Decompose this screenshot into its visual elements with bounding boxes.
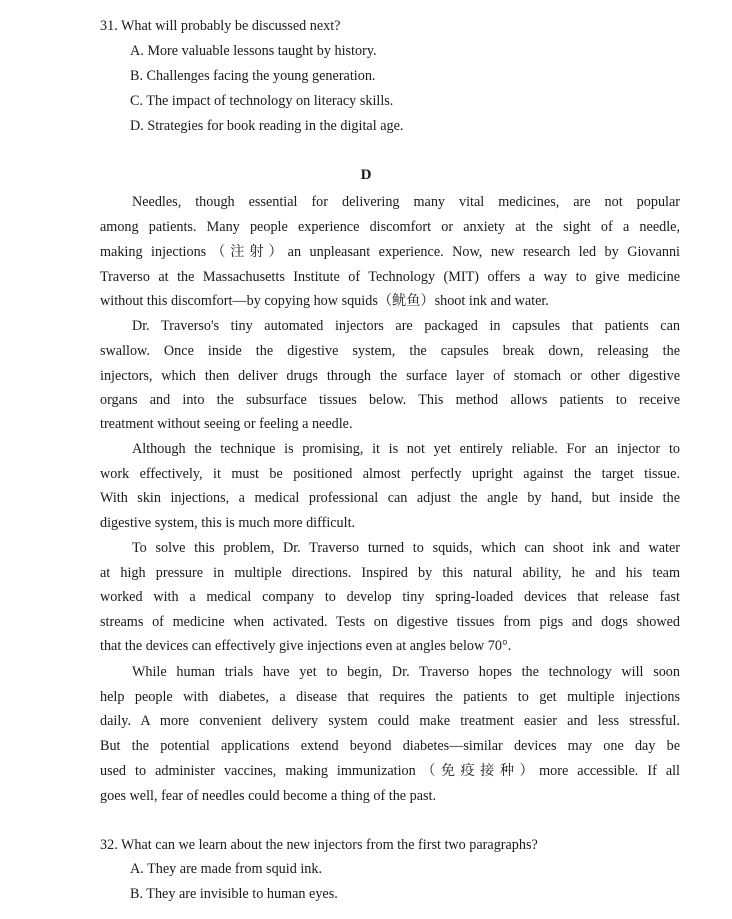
paragraph-3-line: work effectively, it must be positioned almost perfectly upright against the target tissue. (100, 466, 680, 482)
paragraph-2-line: swallow. Once inside the digestive system, the capsules break down, releasing the (100, 343, 680, 359)
paragraph-1-line: Traverso at the Massachusetts Institute of Technology (MIT) offers a way to give medicine (100, 269, 680, 285)
question-31-stem: 31. What will probably be discussed next? (100, 18, 341, 34)
paragraph-5-line: help people with diabetes, a disease that requires the patients to get multiple injections (100, 689, 680, 705)
question-31-option-b: B. Challenges facing the young generation. (130, 68, 376, 84)
paragraph-1-line: Needles, though essential for delivering many vital medicines, are not popular (132, 194, 680, 210)
question-32-option-b: B. They are invisible to human eyes. (130, 886, 338, 902)
question-31-option-d: D. Strategies for book reading in the digital age. (130, 118, 404, 134)
paragraph-4-line: streams of medicine when activated. Tests on digestive tissues from pigs and dogs showed (100, 614, 680, 630)
paragraph-5-line: But the potential applications extend beyond diabetes—similar devices may one day be (100, 738, 680, 754)
paragraph-5-line: While human trials have yet to begin, Dr. Traverso hopes the technology will soon (132, 664, 680, 680)
paragraph-3-line: With skin injections, a medical professional can adjust the angle by hand, but inside the (100, 490, 680, 506)
paragraph-1-line: without this discomfort—by copying how squids（鱿鱼）shoot ink and water. (100, 293, 549, 309)
paragraph-4-line: To solve this problem, Dr. Traverso turned to squids, which can shoot ink and water (132, 540, 680, 556)
paragraph-4-line: worked with a medical company to develop tiny spring-loaded devices that release fast (100, 589, 680, 605)
question-32-stem: 32. What can we learn about the new injectors from the first two paragraphs? (100, 837, 538, 853)
paragraph-3-line: Although the technique is promising, it is not yet entirely reliable. For an injector to (132, 441, 680, 457)
question-32-option-a: A. They are made from squid ink. (130, 861, 323, 877)
paragraph-4-line: at high pressure in multiple directions. Inspired by this natural ability, he and his team (100, 565, 680, 581)
paragraph-5-line: goes well, fear of needles could become a thing of the past. (100, 788, 437, 804)
paragraph-4-line: that the devices can effectively give injections even at angles below 70°. (100, 638, 512, 654)
paragraph-1-line: making injections（注射）an unpleasant experience. Now, new research led by Giovanni (100, 244, 680, 260)
paragraph-2-line: treatment without seeing or feeling a needle. (100, 416, 353, 432)
paragraph-2-line: Dr. Traverso's tiny automated injectors are packaged in capsules that patients can (132, 318, 680, 334)
section-title: D (360, 167, 372, 183)
paragraph-2-line: organs and into the subsurface tissues below. This method allows patients to receive (100, 392, 680, 408)
paragraph-3-line: digestive system, this is much more difficult. (100, 515, 356, 531)
paragraph-2-line: injectors, which then deliver drugs through the surface layer of stomach or other digestive (100, 368, 680, 384)
paragraph-5-line: daily. A more convenient delivery system could make treatment easier and less stressful. (100, 713, 680, 729)
question-31-option-c: C. The impact of technology on literacy skills. (130, 93, 394, 109)
paragraph-1-line: among patients. Many people experience discomfort or anxiety at the sight of a needle, (100, 219, 680, 235)
question-31-option-a: A. More valuable lessons taught by history. (130, 43, 377, 59)
paragraph-5-line: used to administer vaccines, making immunization（免疫接种）more accessible. If all (100, 763, 680, 779)
